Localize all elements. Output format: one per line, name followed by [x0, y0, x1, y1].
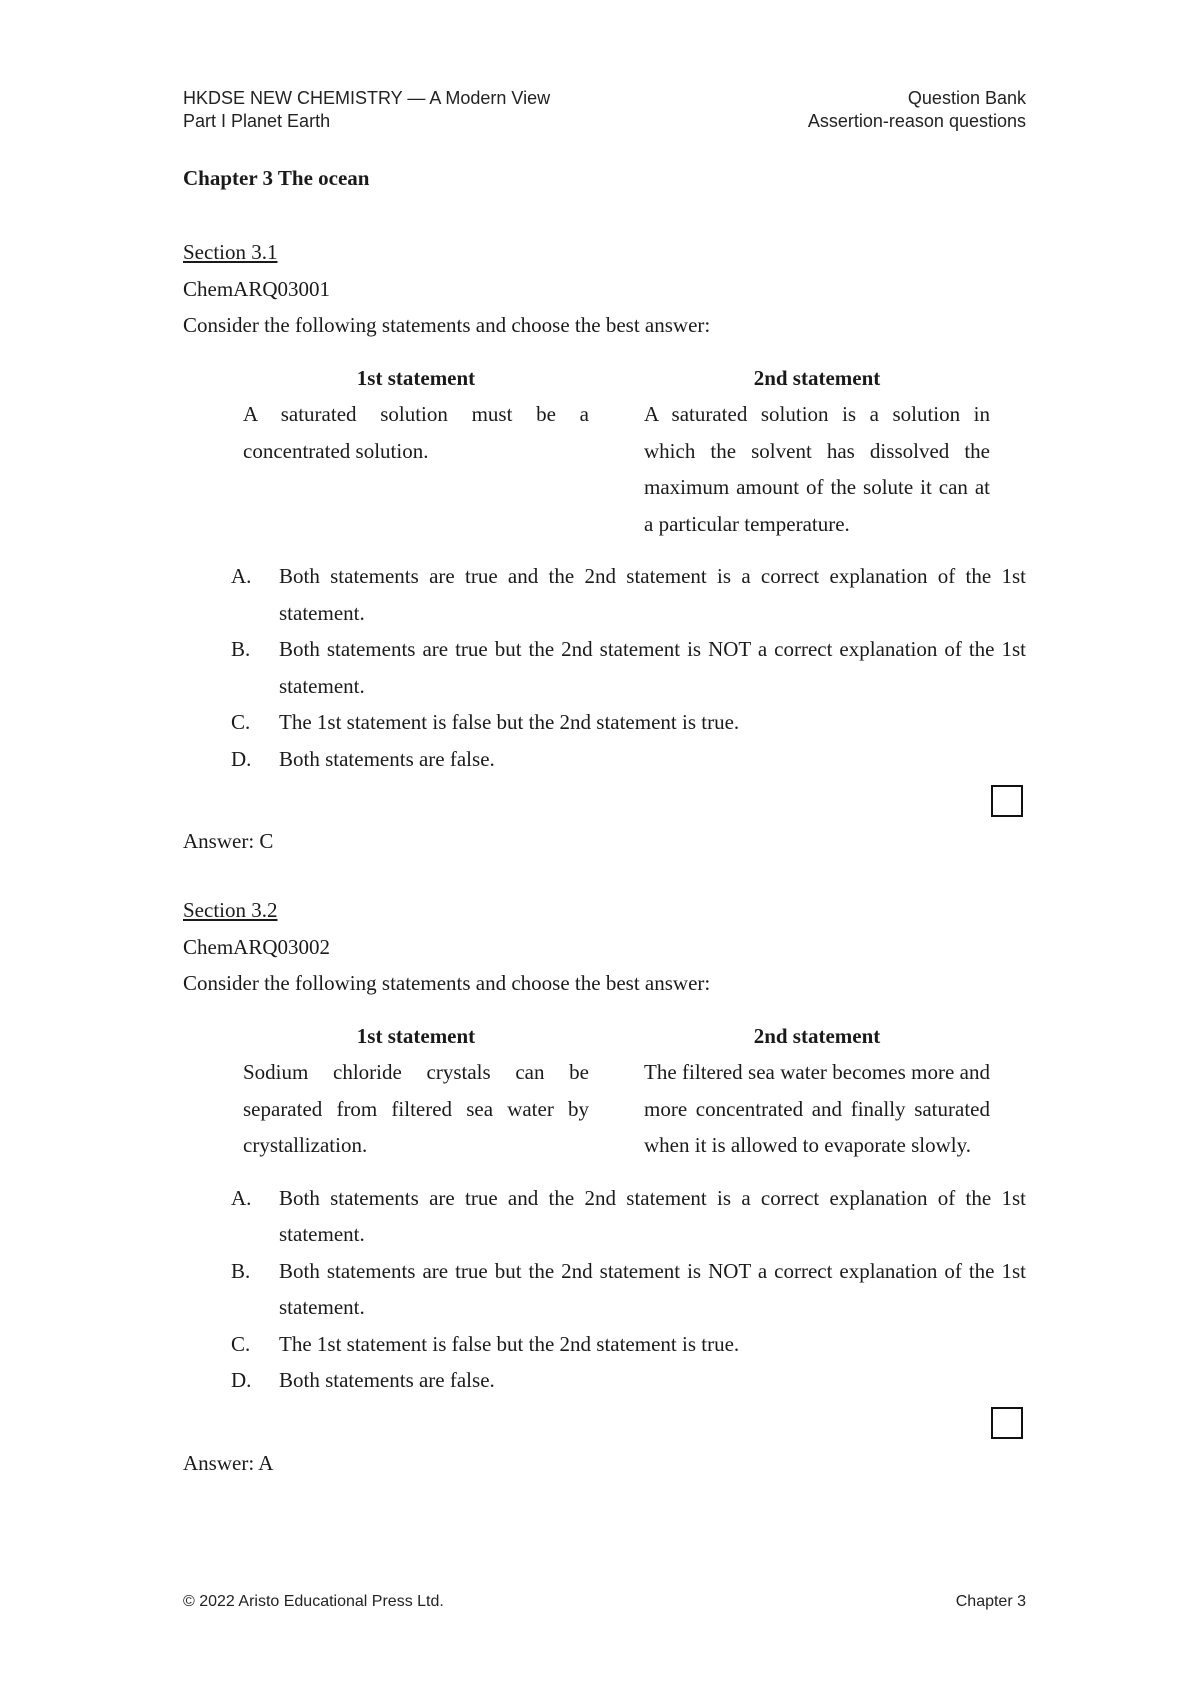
statement-1-heading: 1st statement [356, 1023, 476, 1048]
option-text: The 1st statement is false but the 2nd statement is true. [279, 1331, 740, 1356]
option-text: Both statements are true and the 2nd statement is a correct explanation of the 1st statement. [279, 564, 1026, 625]
footer-chapter: Chapter 3 [955, 1593, 1026, 1610]
answer-box[interactable] [991, 785, 1023, 817]
statement-2-column [644, 360, 990, 543]
statement-1-heading: 1st statement [356, 365, 476, 390]
header-question-bank: Question Bank [907, 88, 1026, 108]
answer-box[interactable] [991, 1407, 1023, 1439]
option-c [231, 1326, 1026, 1363]
statement-1-text: A saturated solution must be a concentrated solution. [243, 402, 589, 463]
header-part: Part I Planet Earth [183, 111, 331, 131]
page-footer [183, 1592, 1026, 1612]
option-letter: C. [231, 710, 251, 734]
option-a [231, 1180, 1026, 1253]
section-heading: Section 3.2 [183, 898, 278, 922]
chapter-title: Chapter 3 The ocean [183, 166, 370, 190]
option-d [231, 1362, 1026, 1399]
option-letter: C. [231, 1331, 251, 1356]
statement-2-heading: 2nd statement [753, 365, 881, 390]
question-block [183, 234, 1026, 860]
statement-2-column [644, 1018, 990, 1164]
statements-table [243, 1018, 1006, 1164]
option-text: Both statements are true but the 2nd statement is NOT a correct explanation of the 1st statement. [279, 1258, 1026, 1319]
document-page [183, 0, 1026, 1696]
page-header [183, 87, 1026, 133]
option-b [231, 1253, 1026, 1326]
option-text: Both statements are true but the 2nd statement is NOT a correct explanation of the 1st statement. [279, 637, 1026, 698]
options-list [183, 1180, 1026, 1399]
question-block [183, 892, 1026, 1481]
answer-text: Answer: C [183, 829, 274, 853]
question-instruction: Consider the following statements and choose the best answer: [183, 971, 711, 995]
statement-1-column [243, 1018, 589, 1164]
option-letter: B. [231, 1258, 251, 1283]
footer-copyright: © 2022 Aristo Educational Press Ltd. [183, 1593, 444, 1610]
section-heading: Section 3.1 [183, 240, 278, 264]
option-a [231, 558, 1026, 631]
option-text: Both statements are false. [279, 746, 495, 771]
option-b [231, 631, 1026, 704]
options-list [183, 558, 1026, 777]
question-code: ChemARQ03001 [183, 276, 330, 301]
option-c [231, 704, 1026, 741]
question-instruction: Consider the following statements and choose the best answer: [183, 313, 711, 337]
option-letter: A. [231, 564, 252, 588]
statement-2-text: The filtered sea water becomes more and more concentrated and finally saturated when it is allowed to evaporate slowly. [644, 1060, 990, 1157]
question-code: ChemARQ03002 [183, 934, 330, 959]
option-text: Both statements are true and the 2nd statement is a correct explanation of the 1st statement. [279, 1185, 1026, 1246]
answer-text: Answer: A [183, 1450, 274, 1475]
header-question-type: Assertion-reason questions [807, 111, 1026, 131]
option-letter: B. [231, 637, 251, 661]
option-letter: D. [231, 746, 252, 771]
statements-table [243, 360, 1006, 543]
option-letter: A. [231, 1185, 252, 1210]
statement-1-text: Sodium chloride crystals can be separated from filtered sea water by crystallization. [243, 1060, 589, 1157]
option-text: Both statements are false. [279, 1368, 495, 1392]
option-letter: D. [231, 1368, 252, 1392]
option-text: The 1st statement is false but the 2nd statement is true. [279, 710, 740, 734]
statement-1-column [243, 360, 589, 543]
option-d [231, 741, 1026, 778]
statement-2-heading: 2nd statement [753, 1023, 881, 1048]
statement-2-text: A saturated solution is a solution in which the solvent has dissolved the maximum amount of the solute it can at a particular temperature. [644, 402, 990, 536]
header-book-title: HKDSE NEW CHEMISTRY — A Modern View [183, 88, 551, 108]
